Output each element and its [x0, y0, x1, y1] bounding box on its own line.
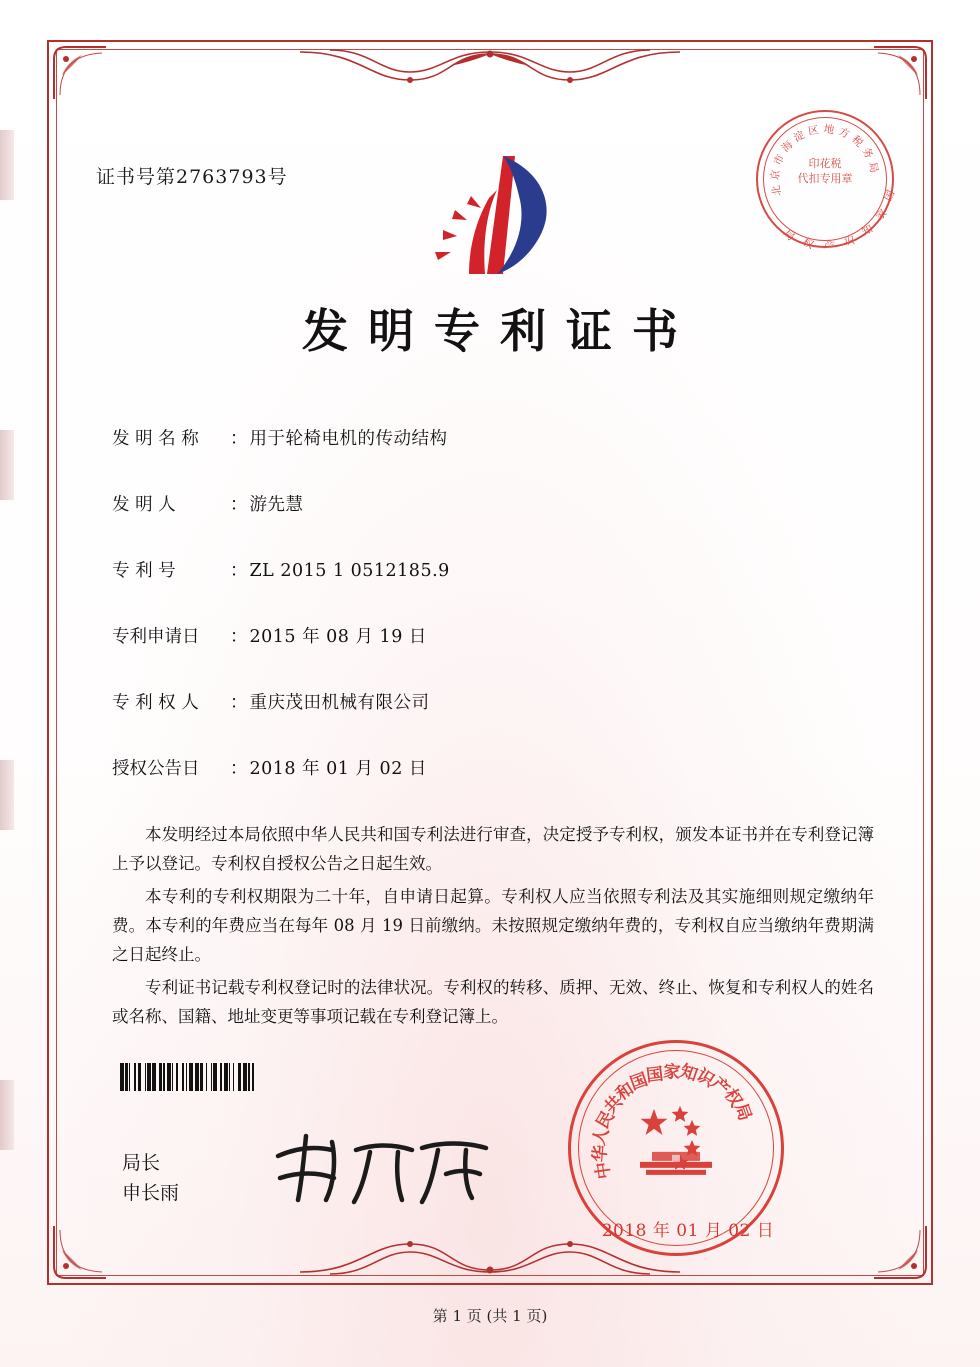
tax-stamp-seal: [756, 110, 898, 253]
field-colon: ：: [230, 759, 248, 779]
binding-mark: [0, 1080, 14, 1150]
tax-stamp-arc-upper: 北 京 市 海 淀 区 地 方 税 务 局 国 家 知 识 产 权 局: [768, 122, 898, 253]
field-colon: ：: [230, 561, 248, 581]
certificate-number: 证书号第2763793号: [96, 166, 288, 188]
field-value-application-date: 2015 年 08 月 19 日: [249, 627, 427, 647]
page-footer: 第 1 页 (共 1 页): [432, 1307, 548, 1325]
handwritten-signature-icon: [270, 1130, 500, 1208]
field-label: 发 明 人: [112, 495, 176, 515]
tax-stamp-line-2: 代扣专用章: [797, 172, 853, 185]
field-colon: ：: [230, 495, 248, 515]
binding-mark: [0, 430, 14, 500]
tiananmen-emblem-icon: [628, 1100, 724, 1186]
field-colon: ：: [230, 693, 248, 713]
body-paragraph: 专利证书记载专利权登记时的法律状况。专利权的转移、质押、无效、终止、恢复和专利权人的姓名或名称、国籍、地址变更等事项记载在专利登记簿上。: [112, 978, 874, 1026]
signature-role: 局长: [122, 1152, 161, 1174]
field-row: [112, 623, 872, 648]
field-colon: ：: [230, 429, 248, 449]
field-list: [112, 425, 872, 821]
field-row: [112, 689, 872, 714]
page-title: 发明专利证书: [302, 304, 698, 358]
field-label: 专 利 权 人: [112, 693, 199, 713]
cnipa-logo-icon: [411, 150, 561, 280]
seal-date: 2018 年 01 月 02 日: [601, 1221, 775, 1241]
signature-name: 申长雨: [122, 1182, 180, 1204]
field-row: [112, 755, 872, 780]
field-value-grant-date: 2018 年 01 月 02 日: [249, 759, 427, 779]
signature-block: [122, 1148, 179, 1208]
tax-stamp-line-1: 印花税: [808, 157, 842, 170]
filigree-ornament-icon: [300, 46, 680, 92]
field-row: [112, 425, 872, 450]
field-value-invention-title: 用于轮椅电机的传动结构: [249, 429, 448, 449]
field-row: [112, 491, 872, 516]
field-colon: ：: [230, 627, 248, 647]
binding-mark: [0, 130, 14, 200]
field-label: 专利申请日: [112, 627, 200, 647]
field-label: 发 明 名 称: [112, 429, 199, 449]
field-label: 专 利 号: [112, 561, 176, 581]
barcode: [120, 1063, 378, 1091]
body-paragraph: 本发明经过本局依照中华人民共和国专利法进行审查，决定授予专利权，颁发本证书并在专利登记簿上予以登记。专利权自授权公告之日起生效。: [112, 825, 874, 873]
national-seal-arc-text: 中 华 人 民 共 和 国 国 家 知 识 产 权 局: [589, 1061, 755, 1181]
binding-mark: [0, 760, 14, 830]
field-value-inventor: 游先慧: [249, 495, 304, 515]
field-value-patent-number: ZL 2015 1 0512185.9: [249, 561, 450, 581]
field-label: 授权公告日: [112, 759, 200, 779]
body-text: [112, 820, 874, 1035]
barcode-bar: [254, 1063, 258, 1091]
body-paragraph: 本专利的专利权期限为二十年，自申请日起算。专利权人应当依照专利法及其实施细则规定缴纳年费。本专利的年费应当在每年 08 月 19 日前缴纳。未按照规定缴纳年费的，专利权自应当缴纳年费期满之日起终止。: [112, 887, 874, 964]
field-row: [112, 557, 872, 582]
field-value-patentee: 重庆茂田机械有限公司: [249, 693, 430, 713]
